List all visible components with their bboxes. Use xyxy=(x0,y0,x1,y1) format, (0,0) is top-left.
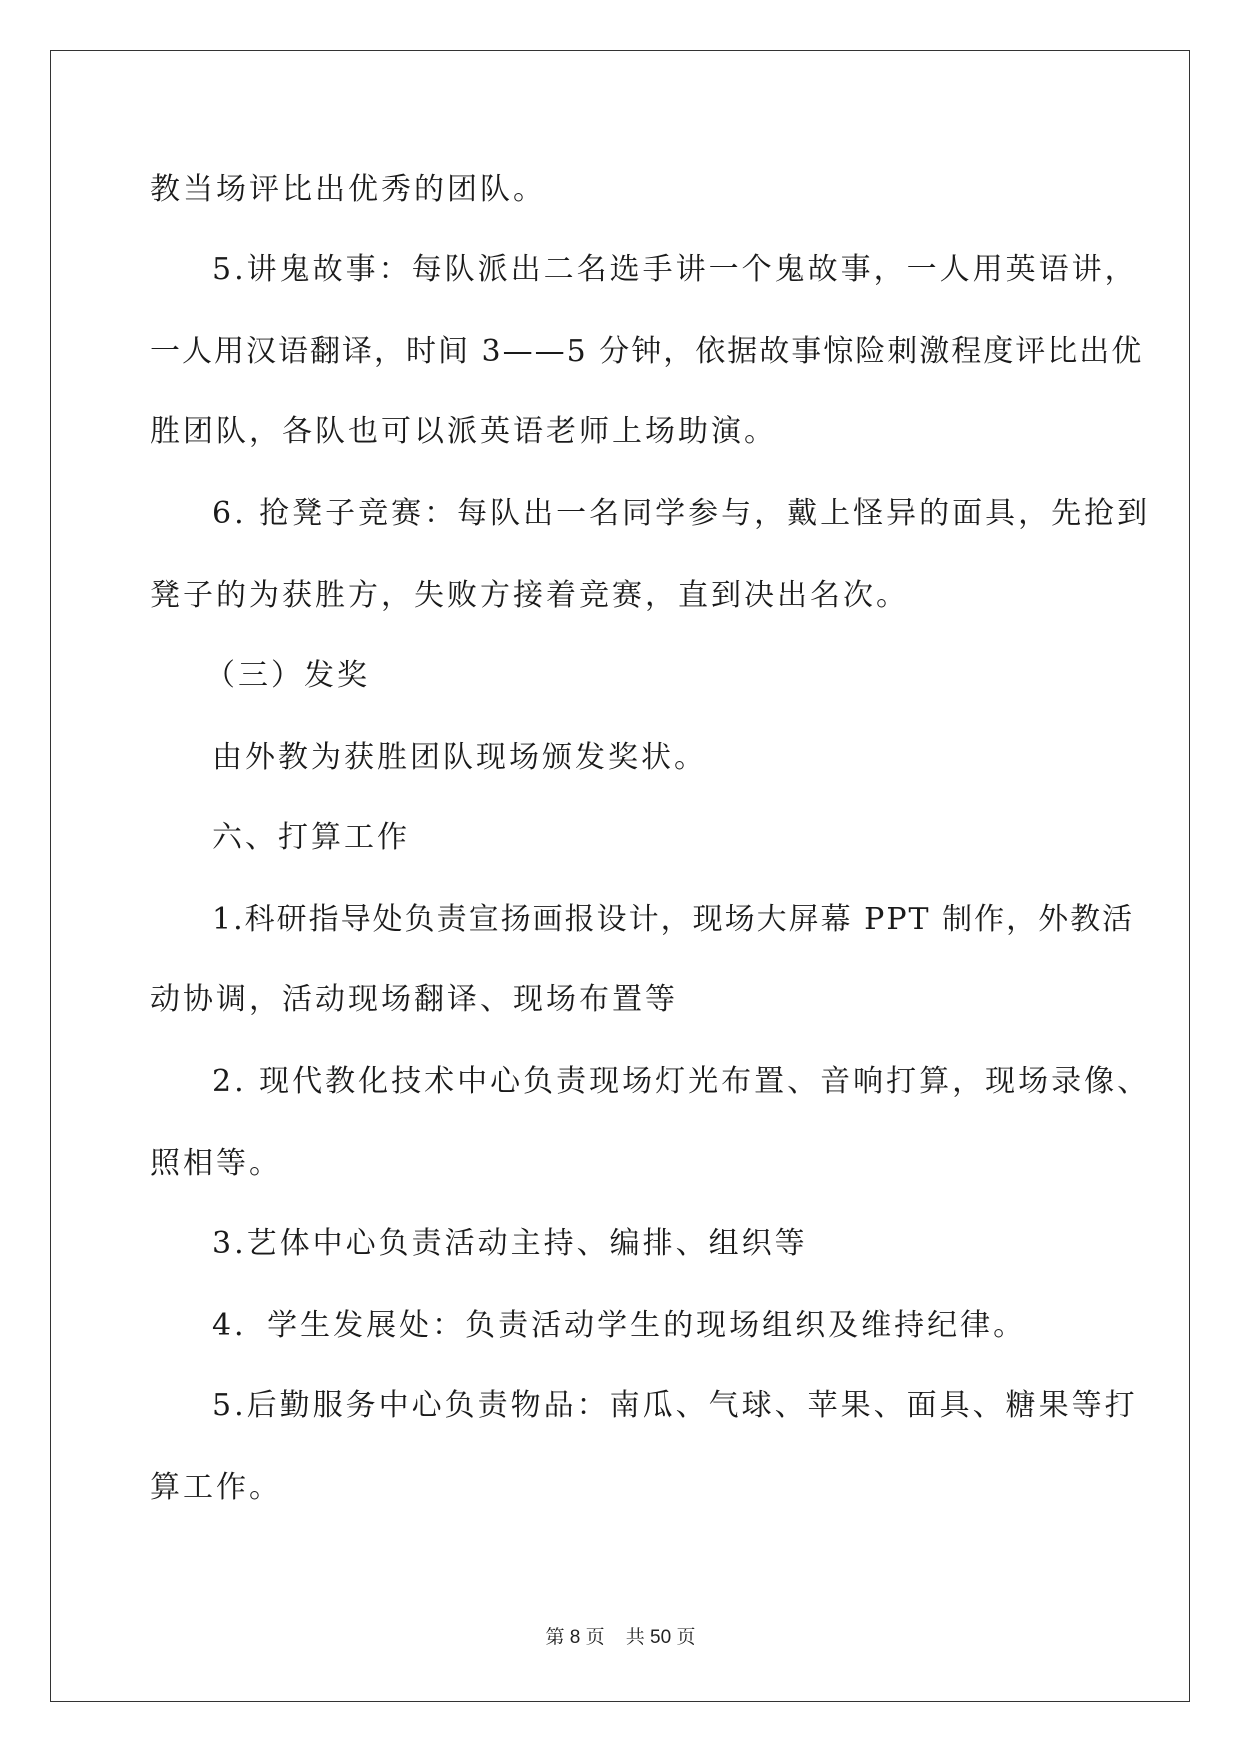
body-line-1: 教当场评比出优秀的团队。 xyxy=(150,172,546,207)
page-border xyxy=(50,50,1190,1702)
body-line-5: 6. 抢凳子竞赛：每队出一名同学参与，戴上怪异的面具，先抢到 xyxy=(212,496,1151,531)
section-heading-awards: （三）发奖 xyxy=(205,658,370,693)
body-line-15: 4．学生发展处：负责活动学生的现场组织及维持纪律。 xyxy=(212,1308,1027,1343)
body-line-11: 动协调，活动现场翻译、现场布置等 xyxy=(150,982,678,1017)
body-line-6: 凳子的为获胜方，失败方接着竞赛，直到决出名次。 xyxy=(150,578,909,613)
body-line-8: 由外教为获胜团队现场颁发奖状。 xyxy=(212,740,707,775)
section-heading-preparation: 六、打算工作 xyxy=(212,820,410,855)
body-line-16: 5.后勤服务中心负责物品：南瓜、气球、苹果、面具、糖果等打 xyxy=(212,1388,1138,1423)
body-line-10: 1.科研指导处负责宣扬画报设计，现场大屏幕 PPT 制作，外教活 xyxy=(212,902,1135,937)
body-line-4: 胜团队，各队也可以派英语老师上场助演。 xyxy=(150,414,777,449)
body-line-13: 照相等。 xyxy=(150,1146,282,1181)
page-number-footer: 第 8 页 共 50 页 xyxy=(545,1627,696,1648)
body-line-12: 2. 现代教化技术中心负责现场灯光布置、音响打算，现场录像、 xyxy=(212,1064,1151,1099)
body-line-2: 5.讲鬼故事：每队派出二名选手讲一个鬼故事，一人用英语讲， xyxy=(212,252,1138,287)
body-line-14: 3.艺体中心负责活动主持、编排、组织等 xyxy=(212,1226,808,1261)
body-line-3: 一人用汉语翻译，时间 3——5 分钟，依据故事惊险刺激程度评比出优 xyxy=(150,334,1144,369)
body-line-17: 算工作。 xyxy=(150,1470,282,1505)
